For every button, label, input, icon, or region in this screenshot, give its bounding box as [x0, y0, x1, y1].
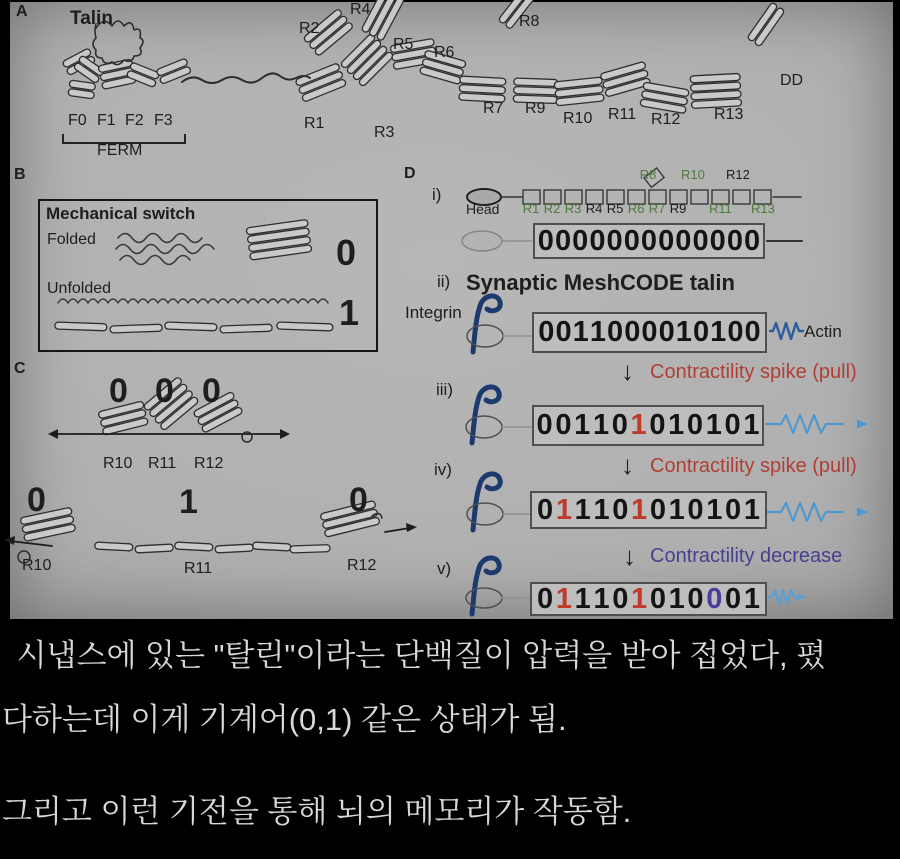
panel-d-label: D	[404, 165, 416, 182]
domain-label-r13: R13	[714, 106, 744, 123]
binary-register-iv	[530, 491, 767, 529]
talin-head-ellipse	[462, 231, 502, 251]
helix-bundle	[690, 73, 742, 108]
domain-label-r5: R5	[393, 36, 414, 53]
head-label: Head	[466, 201, 500, 217]
binary-digit: 1	[630, 409, 647, 441]
section-ii-label: ii)	[437, 272, 451, 291]
domain-label-r3: R3	[374, 124, 395, 141]
chain-label-r11: R11	[709, 201, 732, 216]
c-stretched-bit-1: 0	[27, 481, 46, 519]
binary-digit: 0	[649, 493, 666, 526]
binary-digit: 1	[668, 409, 685, 441]
binary-register-ii	[532, 312, 767, 353]
domain-label-dd: DD	[780, 72, 804, 89]
binary-digit: 1	[593, 493, 610, 526]
domain-label-r11: R11	[608, 106, 637, 123]
arrowhead	[797, 594, 806, 601]
event-text-v: Contractility decrease	[650, 545, 843, 567]
c-folded-r10: R10	[103, 455, 133, 472]
binary-digit: 0	[623, 224, 640, 257]
binary-digit: 0	[572, 224, 589, 257]
binary-digit: 0	[692, 316, 710, 348]
arrowhead	[280, 429, 290, 439]
c-stretched-bit-3: 0	[349, 481, 368, 519]
chain-label-r3: R3	[564, 201, 582, 216]
c-folded-bit-2: 0	[155, 372, 174, 410]
domain-label-r10: R10	[563, 110, 593, 127]
binary-digit: 0	[726, 224, 743, 257]
binary-digit: 1	[631, 493, 648, 526]
binary-digit: 0	[744, 316, 761, 348]
helix-bundle	[253, 542, 291, 551]
binary-digit: 0	[554, 224, 572, 257]
chain-label-r10: R10	[681, 167, 705, 182]
integrin-label: Integrin	[405, 303, 462, 322]
binary-digit: 0	[589, 224, 606, 257]
ferm-subunit-f1: F1	[97, 112, 116, 129]
figure-line	[769, 590, 797, 604]
c-folded-bit-3: 0	[202, 372, 221, 410]
unfolded-label: Unfolded	[47, 280, 112, 297]
binary-digit: 1	[706, 493, 723, 526]
helix-bundle	[156, 58, 191, 84]
ferm-subunit-f0: F0	[68, 112, 87, 129]
ferm-subunit-f3: F3	[154, 112, 173, 129]
panel-b-label: B	[14, 166, 26, 183]
c-stretched-bit-2: 1	[179, 483, 198, 521]
binary-digit: 1	[631, 582, 648, 615]
event-text-iii: Contractility spike (pull)	[650, 361, 857, 383]
chain-label-r1: R1	[522, 201, 540, 216]
meshcode-title: Synaptic MeshCODE talin	[466, 270, 735, 295]
binary-digit: 0	[649, 409, 666, 441]
binary-digit: 1	[710, 316, 727, 348]
binary-digit: 1	[675, 316, 692, 348]
helix-bundle	[640, 82, 689, 114]
ferm-subunit-f2: F2	[125, 112, 144, 129]
chain-label-r13: R13	[751, 201, 775, 216]
actin-label: Actin	[804, 322, 842, 341]
figure-line	[766, 503, 843, 521]
down-arrow-v: ↓	[623, 541, 636, 571]
arrowhead	[857, 420, 868, 429]
arrowhead	[406, 523, 417, 532]
chain-label-r5: R5	[606, 201, 624, 216]
binary-digit: 1	[593, 582, 610, 615]
domain-label-r9: R9	[525, 100, 546, 117]
caption-line-2: 다하는데 이게 기계어(0,1) 같은 상태가 됨.	[2, 702, 567, 737]
binary-digit: 0	[641, 316, 658, 348]
binary-digit: 0	[612, 582, 629, 615]
ferm-label: FERM	[97, 142, 143, 159]
binary-digit: 0	[686, 409, 704, 441]
c-folded-bit-1: 0	[109, 372, 128, 410]
binary-digit: 0	[649, 582, 666, 615]
figure-line	[472, 387, 499, 443]
panel-c-label: C	[14, 360, 26, 377]
helix-bundle	[215, 544, 253, 553]
binary-digit: 1	[592, 409, 610, 441]
helix-bundle	[459, 76, 506, 102]
helix-bundle	[340, 33, 394, 87]
domain-label-r2: R2	[299, 20, 320, 37]
binary-digit: 0	[687, 582, 704, 615]
helix-bundle	[68, 80, 96, 99]
domain-label-r6: R6	[434, 44, 455, 61]
figure-line	[770, 323, 803, 339]
binary-digit: 0	[612, 493, 629, 526]
caption-line-3: 그리고 이런 기전을 통해 뇌의 메모리가 작동함.	[2, 794, 632, 829]
c-stretched-r10: R10	[22, 557, 52, 574]
binary-digit: 0	[675, 224, 692, 257]
section-v-label: v)	[437, 559, 452, 578]
binary-register-i	[533, 223, 765, 259]
binary-digit: 0	[692, 224, 709, 257]
helix-bundle	[175, 542, 213, 551]
binary-digit: 0	[606, 224, 623, 257]
caption-line-1: 시냅스에 있는 "탈린"이라는 단백질이 압력을 받아 접었다, 폈	[8, 638, 827, 673]
binary-digit: 0	[538, 316, 555, 348]
arrowhead	[4, 536, 15, 545]
figure-line	[473, 474, 500, 530]
binary-digit: 0	[724, 409, 741, 441]
binary-digit: 0	[725, 582, 742, 615]
binary-digit: 0	[537, 582, 554, 615]
section-iii-label: iii)	[436, 380, 453, 399]
panel-a-label: A	[16, 3, 28, 20]
arrowhead	[48, 429, 58, 439]
helix-bundle	[135, 544, 173, 553]
binary-digit: 1	[743, 409, 760, 441]
helix-bundle	[290, 545, 330, 553]
chain-label-r6: R6	[627, 201, 645, 216]
helix-bundle	[554, 77, 604, 106]
c-stretched-r11: R11	[184, 560, 213, 577]
chain-label-r9: R9	[669, 201, 687, 216]
binary-digit: 0	[640, 224, 658, 257]
figure-line	[182, 73, 310, 83]
binary-digit: 0	[555, 316, 572, 348]
figure-line	[766, 415, 843, 433]
chain-label-r12: R12	[726, 167, 750, 182]
event-text-iv: Contractility spike (pull)	[650, 455, 857, 477]
binary-digit: 0	[658, 224, 675, 257]
figure-line	[473, 296, 500, 352]
mechanical-switch-title: Mechanical switch	[46, 204, 196, 223]
binary-digit: 1	[668, 493, 685, 526]
binary-digit: 0	[537, 224, 554, 257]
binary-digit: 0	[706, 582, 723, 615]
domain-label-r7: R7	[483, 100, 504, 117]
folded-bit: 0	[336, 232, 357, 273]
binary-digit: 1	[589, 316, 606, 348]
chain-label-r4: R4	[585, 201, 603, 216]
domain-box	[691, 190, 708, 204]
chain-label-r8: R8	[639, 167, 657, 182]
c-folded-r12: R12	[194, 455, 224, 472]
section-iv-label: iv)	[434, 460, 452, 479]
figure-line	[10, 541, 52, 546]
binary-register-iii	[532, 405, 764, 446]
binary-digit: 0	[725, 493, 742, 526]
domain-label-r4: R4	[350, 1, 371, 18]
binary-register-v	[530, 582, 767, 616]
down-arrow-iii: ↓	[621, 356, 634, 386]
figure-line	[385, 528, 410, 532]
domain-box	[733, 190, 750, 204]
binary-digit: 0	[744, 224, 761, 257]
chain-label-r7: R7	[648, 201, 666, 216]
binary-digit: 0	[537, 493, 554, 526]
binary-digit: 1	[574, 493, 591, 526]
binary-digit: 1	[743, 582, 760, 615]
talin-title: Talin	[70, 8, 113, 29]
binary-digit: 0	[658, 316, 675, 348]
binary-digit: 1	[668, 582, 685, 615]
unfolded-bit: 1	[339, 292, 360, 333]
binary-digit: 1	[574, 409, 591, 441]
chain-label-r2: R2	[543, 201, 561, 216]
folded-label: Folded	[47, 231, 96, 248]
c-stretched-r12: R12	[347, 557, 377, 574]
binary-digit: 0	[611, 409, 628, 441]
binary-digit: 1	[743, 493, 760, 526]
binary-digit: 0	[709, 224, 726, 257]
binary-digit: 0	[727, 316, 744, 348]
binary-digit: 0	[607, 316, 624, 348]
helix-bundle	[295, 63, 347, 102]
binary-digit: 1	[555, 493, 572, 526]
section-i-label: i)	[432, 185, 442, 204]
domain-label-r1: R1	[304, 115, 325, 132]
arrowhead	[857, 508, 868, 517]
binary-digit: 1	[705, 409, 722, 441]
c-folded-r11: R11	[148, 455, 177, 472]
binary-digit: 1	[574, 582, 591, 615]
helix-bundle	[95, 542, 133, 551]
domain-label-r12: R12	[651, 111, 681, 128]
binary-digit: 0	[624, 316, 641, 348]
binary-digit: 0	[555, 409, 572, 441]
binary-digit: 0	[536, 409, 553, 441]
binary-digit: 1	[555, 582, 572, 615]
binary-digit: 0	[687, 493, 704, 526]
domain-label-r8: R8	[519, 13, 540, 30]
binary-digit: 1	[572, 316, 589, 348]
down-arrow-iv: ↓	[621, 450, 634, 480]
helix-bundle	[747, 2, 785, 47]
